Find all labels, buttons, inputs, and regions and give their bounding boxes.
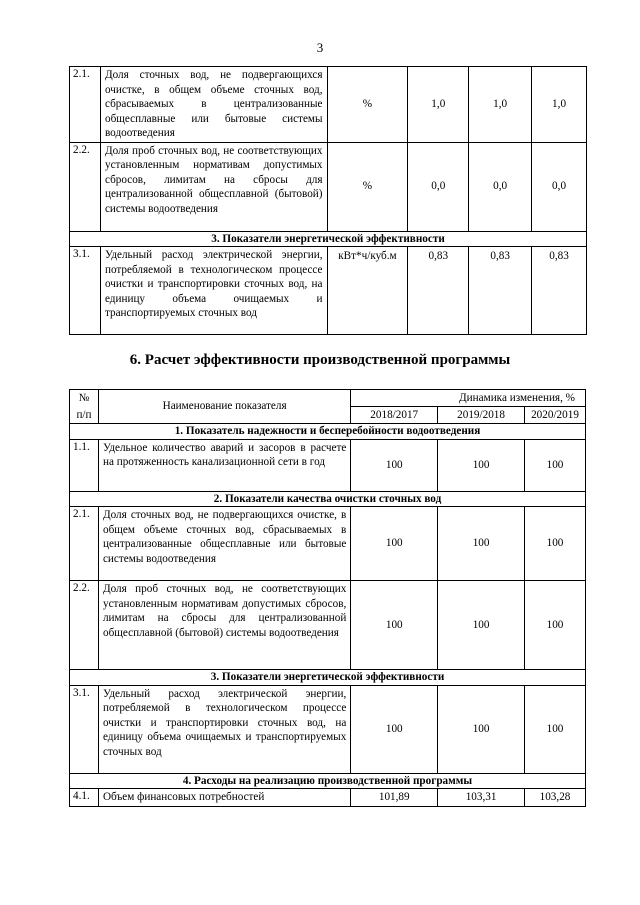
indicator-name: Удельный расход электрической энергии, потребляемой в технологическом процессе очистки и транспортировки сточных вод, на единицу объема очищаемых и транспортируемых сточных вод [98,685,350,773]
row-number: 3.1. [70,247,101,335]
value-cell: 1,0 [469,67,532,143]
table-row [70,67,587,143]
value-cell: 0,83 [532,247,587,335]
efficiency-table [69,389,586,807]
section-header: 2. Показатели качества очистки сточных вод [70,491,586,507]
table-row [70,247,587,335]
value-cell: 100 [351,439,438,491]
value-cell: 1,0 [408,67,469,143]
section-header-row [70,231,587,247]
section-header: 3. Показатели энергетической эффективности [70,231,587,247]
col-header-number: № [70,390,99,407]
value-cell: 100 [525,439,586,491]
row-number: 2.1. [70,67,101,143]
col-header-dynamics: Динамика изменения, % [351,390,586,407]
value-cell: 100 [525,685,586,773]
row-number: 1.1. [70,439,99,491]
value-cell: 100 [351,581,438,670]
col-header-name: Наименование показателя [98,390,350,424]
indicator-name: Доля проб сточных вод, не соответствующих установленным нормативам допустимых сбросов, лимитам на сбросы для централизованной общесплавной (бытовой) системы водоотведения [100,142,327,231]
value-cell: 100 [351,507,438,581]
row-number: 3.1. [70,685,99,773]
table-row [70,439,586,491]
unit-cell: % [327,142,408,231]
indicator-name: Удельное количество аварий и засоров в расчете на протяженность канализационной сети в год [98,439,350,491]
unit-cell: кВт*ч/куб.м [327,247,408,335]
value-cell: 100 [438,507,525,581]
table-row [70,789,586,807]
col-header-year: 2019/2018 [438,407,525,424]
value-cell: 103,28 [525,789,586,807]
section-header-row [70,773,586,789]
value-cell: 0,0 [532,142,587,231]
col-header-year: 2018/2017 [351,407,438,424]
indicator-name: Объем финансовых потребностей [98,789,350,807]
value-cell: 0,0 [469,142,532,231]
indicator-name: Удельный расход электрической энергии, потребляемой в технологическом процессе очистки и транспортировки сточных вод, на единицу объема очищаемых и транспортируемых сточных вод [100,247,327,335]
indicator-name: Доля проб сточных вод, не соответствующих установленным нормативам допустимых сбросов, лимитам на сбросы для централизованной общесплавной (бытовой) системы водоотведения [98,581,350,670]
row-number: 4.1. [70,789,99,807]
value-cell: 1,0 [532,67,587,143]
page-number: 3 [316,40,324,55]
value-cell: 100 [525,507,586,581]
table-row [70,142,587,231]
unit-cell: % [327,67,408,143]
section-header: 1. Показатель надежности и бесперебойности водоотведения [70,424,586,440]
table-row [70,507,586,581]
indicators-table-continued [69,66,587,335]
indicator-name: Доля сточных вод, не подвергающихся очистке, в общем объеме сточных вод, сбрасываемых в централизованные общесплавные или бытовые системы водоотведения [98,507,350,581]
table-row [70,685,586,773]
value-cell: 100 [351,685,438,773]
value-cell: 0,0 [408,142,469,231]
header-row [70,390,586,407]
row-number: 2.2. [70,142,101,231]
value-cell: 0,83 [469,247,532,335]
row-number: 2.2. [70,581,99,670]
table-row [70,581,586,670]
value-cell: 101,89 [351,789,438,807]
value-cell: 100 [438,439,525,491]
indicator-name: Доля сточных вод, не подвергающихся очистке, в общем объеме сточных вод, сбрасываемых в централизованные общесплавные или бытовые системы водоотведения [100,67,327,143]
section-title: 6. Расчет эффективности производственной программы [129,352,511,368]
value-cell: 100 [438,685,525,773]
section-header-row [70,670,586,686]
value-cell: 103,31 [438,789,525,807]
section-header: 3. Показатели энергетической эффективности [70,670,586,686]
row-number: 2.1. [70,507,99,581]
value-cell: 0,83 [408,247,469,335]
section-header-row [70,424,586,440]
col-header-number-sub: п/п [70,407,99,424]
col-header-year: 2020/2019 [525,407,586,424]
section-header-row [70,491,586,507]
section-header: 4. Расходы на реализацию производственной программы [70,773,586,789]
value-cell: 100 [438,581,525,670]
value-cell: 100 [525,581,586,670]
